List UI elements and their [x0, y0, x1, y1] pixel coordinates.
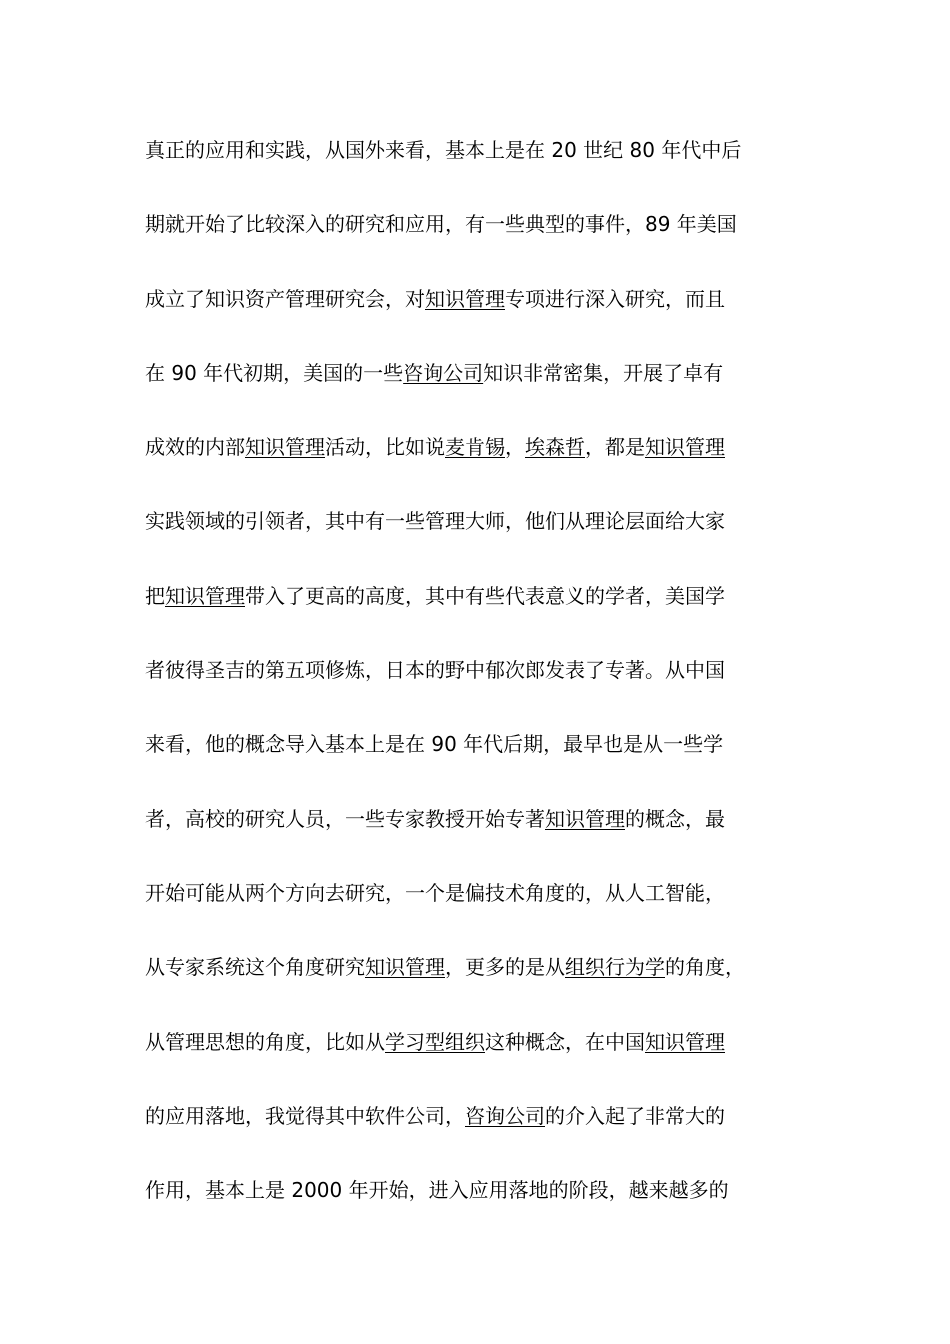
text-line	[145, 1098, 835, 1135]
text-segment: 的应用落地，我觉得其中软件公司，	[145, 1103, 465, 1128]
text-segment: 知识非常密集，开展了卓有	[483, 360, 724, 385]
text-segment: 期就开始了比较深入的研究和应用，有一些典型的事件，89 年美国	[145, 212, 737, 237]
link-learning-organization[interactable]: 学习型组织	[385, 1029, 485, 1054]
text-segment: 者彼得圣吉的第五项修炼，日本的野中郁次郎发表了专著。从中国	[145, 658, 725, 683]
text-line	[145, 875, 835, 912]
text-segment: 的概念，最	[625, 806, 725, 831]
link-knowledge-management[interactable]: 知识管理	[365, 955, 445, 980]
text-line	[145, 949, 835, 986]
text-segment: 在 90 年代初期，美国的一些	[145, 360, 404, 385]
text-segment: ，更多的是从	[445, 955, 565, 980]
text-line	[145, 503, 835, 540]
text-segment: 活动，比如说	[325, 435, 445, 460]
body-text	[145, 132, 835, 1246]
link-organizational-behavior[interactable]: 组织行为学	[565, 955, 665, 980]
text-segment: 者，高校的研究人员，一些专家教授开始专著	[145, 806, 545, 831]
link-consulting-company[interactable]: 咨询公司	[403, 360, 484, 385]
text-segment: 开始可能从两个方向去研究，一个是偏技术角度的，从人工智能，	[145, 880, 725, 905]
text-segment: 带入了更高的高度，其中有些代表意义的学者，美国学	[245, 583, 725, 608]
text-segment: 成立了知识资产管理研究会，对	[145, 286, 425, 311]
text-line	[145, 206, 835, 243]
text-segment: 从管理思想的角度，比如从	[145, 1029, 385, 1054]
text-segment: 的介入起了非常大的	[545, 1103, 725, 1128]
text-line	[145, 355, 835, 392]
text-segment: 的角度，	[665, 955, 745, 980]
text-segment: 从专家系统这个角度研究	[145, 955, 365, 980]
link-accenture[interactable]: 埃森哲	[525, 435, 585, 460]
text-segment: 成效的内部	[145, 435, 245, 460]
text-line	[145, 429, 835, 466]
text-line	[145, 1172, 835, 1209]
text-line	[145, 726, 835, 763]
text-segment: 实践领域的引领者，其中有一些管理大师，他们从理论层面给大家	[145, 509, 725, 534]
text-segment: 把	[145, 583, 165, 608]
text-line	[145, 652, 835, 689]
link-knowledge-management[interactable]: 知识管理	[545, 806, 625, 831]
text-line	[145, 578, 835, 615]
text-segment: 专项进行深入研究，而且	[505, 286, 725, 311]
text-line	[145, 801, 835, 838]
link-knowledge-management[interactable]: 知识管理	[645, 435, 725, 460]
text-line	[145, 1024, 835, 1061]
text-segment: ，	[505, 435, 525, 460]
link-consulting-company[interactable]: 咨询公司	[465, 1103, 545, 1128]
text-line	[145, 132, 835, 169]
link-knowledge-management[interactable]: 知识管理	[245, 435, 325, 460]
text-segment: 作用，基本上是 2000 年开始，进入应用落地的阶段，越来越多的	[145, 1178, 729, 1203]
text-segment: 这种概念，在中国	[485, 1029, 645, 1054]
link-knowledge-management[interactable]: 知识管理	[645, 1029, 725, 1054]
text-segment: 真正的应用和实践，从国外来看，基本上是在 20 世纪 80 年代中后	[145, 138, 742, 162]
link-knowledge-management[interactable]: 知识管理	[425, 286, 505, 311]
text-segment: ，都是	[585, 435, 645, 460]
text-line	[145, 281, 835, 318]
text-segment: 来看，他的概念导入基本上是在 90 年代后期，最早也是从一些学	[145, 732, 724, 757]
link-mckinsey[interactable]: 麦肯锡	[445, 435, 505, 460]
link-knowledge-management[interactable]: 知识管理	[165, 583, 245, 608]
